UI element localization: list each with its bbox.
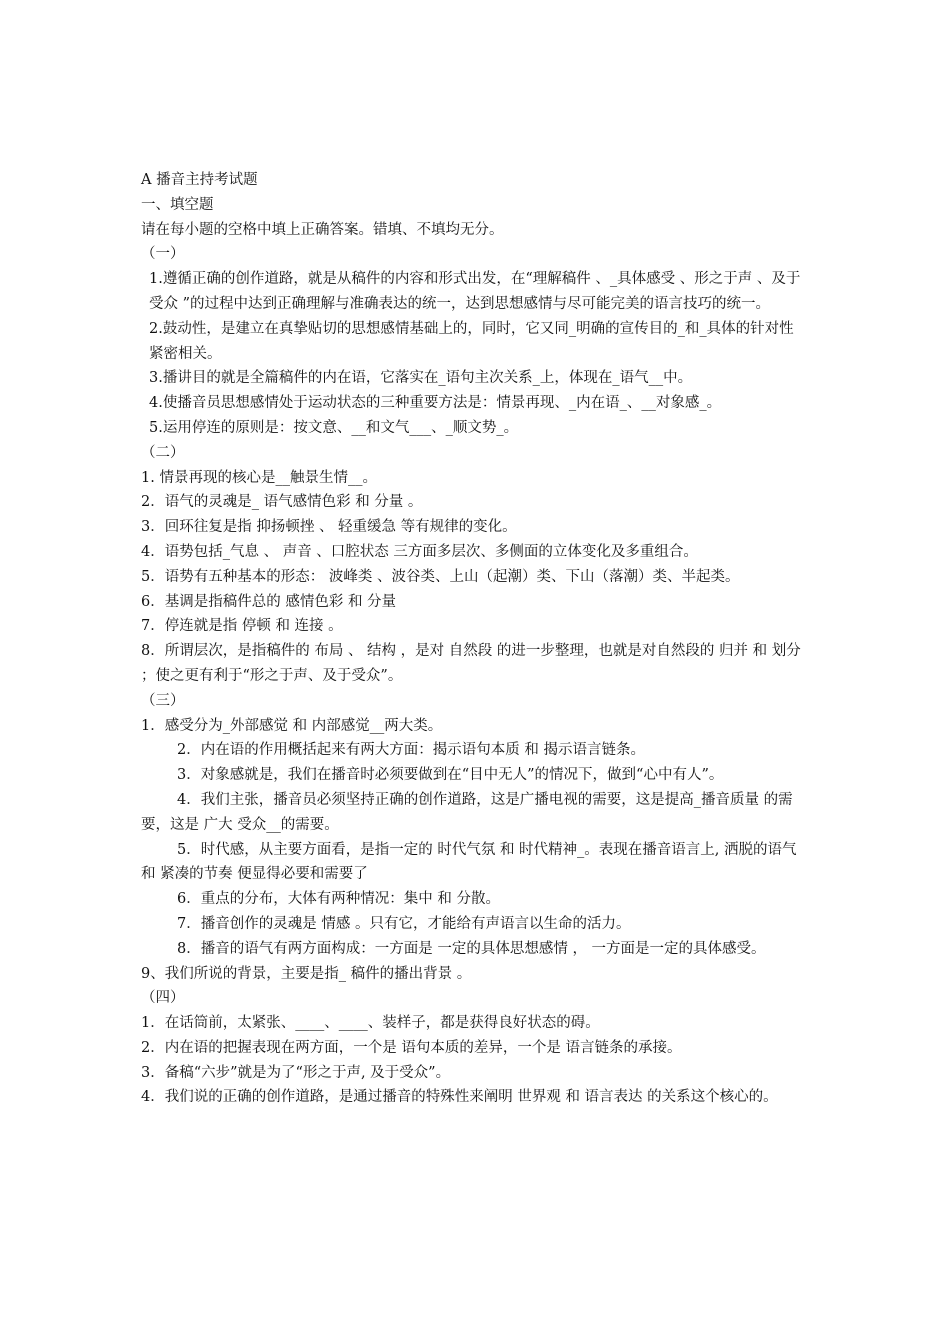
- question-item: 6．重点的分布，大体有两种情况：集中 和 分散。: [177, 891, 500, 908]
- question-item: 4．我们主张，播音员必须坚持正确的创作道路，这是广播电视的需要，这是提高_播音质量 的需要，这是 广大 受众__的需要。: [141, 791, 793, 833]
- question-item: 8．所谓层次，是指稿件的 布局 、 结构 ，是对 自然段 的进一步整理，也就是对自然段的 归并 和 划分 ；使之更有利于“形之于声、及于受众”。: [141, 643, 806, 684]
- part-label: （四）: [141, 990, 185, 1007]
- question-item: 1．感受分为_外部感觉 和 内部感觉__两大类。: [141, 717, 443, 734]
- question-item: 2．内在语的把握表现在两方面，一个是 语句本质的差异，一个是 语言链条的承接。: [141, 1039, 682, 1056]
- question-item: 8．播音的语气有两方面构成：一方面是 一定的具体思想感情 ， 一方面是一定的具体感受。: [177, 940, 766, 957]
- part-label: （二）: [141, 444, 185, 461]
- question-item: 2．内在语的作用概括起来有两大方面：揭示语句本质 和 揭示语言链条。: [177, 742, 645, 759]
- instruction-text: 请在每小题的空格中填上正确答案。错填、不填均无分。: [141, 221, 504, 238]
- question-item: 7．播音创作的灵魂是 情感 。只有它，才能给有声语言以生命的活力。: [177, 915, 631, 932]
- question-item: 5．语势有五种基本的形态： 波峰类 、波谷类、上山（起潮）类、下山（落潮）类、半起类。: [141, 568, 740, 585]
- question-item: 4．语势包括_气息 、 声音 、口腔状态 三方面多层次、多侧面的立体变化及多重组合。: [141, 543, 698, 560]
- question-item: 2．语气的灵魂是_ 语气感情色彩 和 分量 。: [141, 494, 423, 511]
- question-item: 5.运用停连的原则是：按文意、__和文气___、_顺文势_。: [149, 419, 519, 436]
- question-item: 1.遵循正确的创作道路，就是从稿件的内容和形式出发，在“理解稿件 、_具体感受 、形之于声 、及于受众 ”的过程中达到正确理解与准确表达的统一，达到思想感情与尽可能完美的语言技巧的统一。: [149, 271, 801, 312]
- question-item: 1．在话筒前，太紧张、____、____、装样子，都是获得良好状态的碍。: [141, 1015, 600, 1032]
- question-item: 3．回环往复是指 抑扬顿挫 、 轻重缓急 等有规律的变化。: [141, 519, 517, 536]
- question-item: 2.鼓动性，是建立在真挚贴切的思想感情基础上的，同时，它又同_明确的宣传目的_和_具体的针对性 紧密相关。: [149, 320, 799, 362]
- question-item: 3．对象感就是，我们在播音时必须要做到在“目中无人”的情况下，做到“心中有人”。: [177, 767, 724, 784]
- part-label: （三）: [141, 692, 185, 709]
- part-label: （一）: [141, 246, 185, 263]
- question-item: 1. 情景再现的核心是__触景生情__。: [141, 469, 377, 486]
- question-item: 9、我们所说的背景，主要是指_ 稿件的播出背景 。: [141, 965, 472, 982]
- document-title: A 播音主持考试题: [141, 172, 258, 188]
- question-item: 7．停连就是指 停顿 和 连接 。: [141, 618, 343, 635]
- question-item: 5．时代感，从主要方面看，是指一定的 时代气氛 和 时代精神_。表现在播音语言上, 洒脱的语气 和 紧凑的节奏 便显得必要和需要了: [141, 841, 802, 883]
- question-item: 4．我们说的正确的创作道路，是通过播音的特殊性来阐明 世界观 和 语言表达 的关系这个核心的。: [141, 1089, 778, 1106]
- question-item: 4.使播音员思想感情处于运动状态的三种重要方法是：情景再现、_内在语_、__对象感_。: [149, 395, 722, 412]
- question-item: 6．基调是指稿件总的 感情色彩 和 分量: [141, 593, 397, 610]
- question-item: 3．备稿“六步”就是为了“形之于声, 及于受众”。: [141, 1064, 451, 1081]
- question-item: 3.播讲目的就是全篇稿件的内在语，它落实在_语句主次关系_上，体现在_语气__中。: [149, 370, 693, 387]
- section-heading: 一、填空题: [141, 196, 214, 213]
- document-page: [141, 168, 809, 1110]
